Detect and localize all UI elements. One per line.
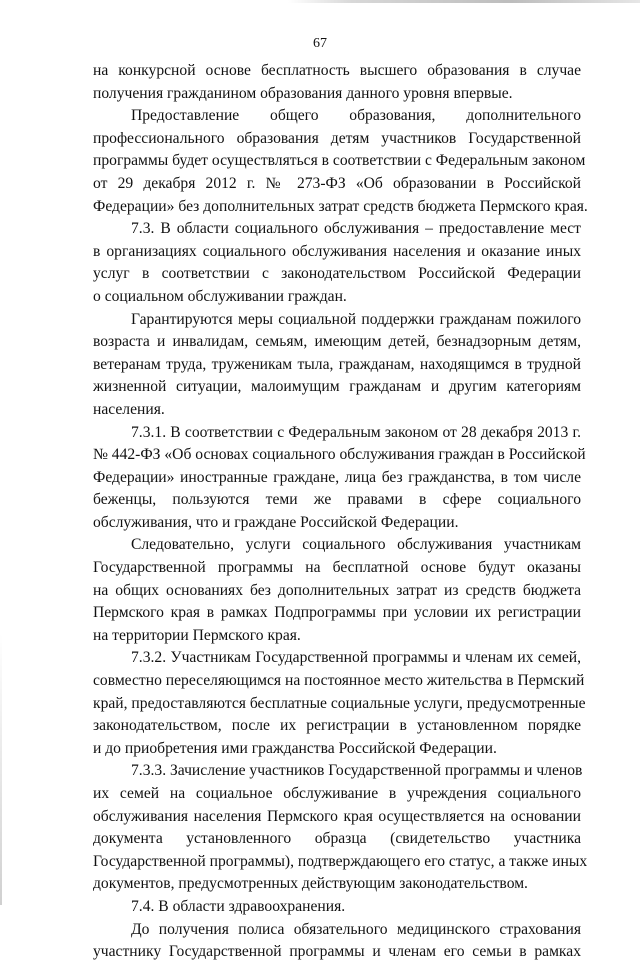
text-line: и до приобретения ими гражданства Российской Федерации. xyxy=(93,739,497,757)
text-line: законодательством, после их регистрации в установленном порядке xyxy=(93,717,581,735)
text-line: обслуживания населения Пермского края осуществляется на основании xyxy=(93,807,581,825)
text-line: возраста и инвалидам, семьям, имеющим детей, безнадзорным детям, xyxy=(93,333,581,351)
text-line: участнику Государственной программы и членам его семьи в рамках xyxy=(93,943,581,961)
text-line: Гарантируются меры социальной поддержки гражданам пожилого xyxy=(131,310,581,328)
text-line: от 29 декабря 2012 г. № 273-ФЗ «Об образовании в Российской xyxy=(93,174,581,192)
text-line: Предоставление общего образования, дополнительного xyxy=(131,107,581,125)
text-line: на общих основаниях без дополнительных затрат из средств бюджета xyxy=(93,581,581,599)
text-line: 7.3.2. Участникам Государственной программы и членам их семей, xyxy=(131,649,581,667)
body-text xyxy=(93,60,588,964)
text-line: документов, предусмотренных действующим законодательством. xyxy=(93,875,528,893)
scan-edge-left xyxy=(0,0,2,905)
text-line: их семей на социальное обслуживание в учреждения социального xyxy=(93,785,581,802)
text-line: 7.3.3. Зачисление участников Государственной программы и членов xyxy=(131,762,583,780)
text-line: о социальном обслуживании граждан. xyxy=(93,287,347,305)
text-line: обслуживания, что и граждане Российской Федерации. xyxy=(93,513,459,531)
text-line: 7.3. В области социального обслуживания – предоставление мест xyxy=(131,220,581,238)
text-line: профессионального образования детям участников Государственной xyxy=(93,129,581,147)
text-line: услуг в соответствии с законодательством Российской Федерации xyxy=(93,265,581,283)
text-line: Пермского края в рамках Подпрограммы при условии их регистрации xyxy=(93,604,581,622)
text-line: программы будет осуществляться в соответствии с Федеральным законом xyxy=(93,152,586,170)
text-line: До получения полиса обязательного медицинского страхования xyxy=(131,920,581,938)
text-line: получения гражданином образования данного уровня впервые. xyxy=(93,84,513,102)
text-line: Федерации» без дополнительных затрат средств бюджета Пермского края. xyxy=(93,197,588,215)
text-line: Федерации» иностранные граждане, лица без гражданства, в том числе xyxy=(93,468,581,486)
text-line: документа установленного образца (свидетельство участника xyxy=(93,830,581,848)
text-line: край, предоставляются бесплатные социальные услуги, предусмотренные xyxy=(93,694,586,712)
scan-edge-top xyxy=(0,0,640,3)
text-line: Государственной программы на бесплатной основе будут оказаны xyxy=(93,559,581,577)
text-line: № 442-ФЗ «Об основах социального обслуживания граждан в Российской xyxy=(93,446,586,464)
text-line: ветеранам труда, труженикам тыла, гражданам, находящимся в трудной xyxy=(93,355,581,373)
text-line: на территории Пермского края. xyxy=(93,626,301,644)
text-line: жизненной ситуации, малоимущим гражданам и другим категориям xyxy=(93,378,581,396)
text-line: 7.4. В области здравоохранения. xyxy=(131,897,346,915)
text-line: Государственной программы), подтверждающего его статус, а также иных xyxy=(93,852,588,870)
text-line: населения. xyxy=(93,400,165,418)
text-line: 7.3.1. В соответствии с Федеральным законом от 28 декабря 2013 г. xyxy=(131,423,581,441)
text-line: в организациях социального обслуживания населения и оказание иных xyxy=(93,242,581,260)
text-line: беженцы, пользуются теми же правами в сфере социального xyxy=(93,491,581,509)
page-number: 67 xyxy=(313,36,327,51)
text-line: Следовательно, услуги социального обслуживания участникам xyxy=(131,536,581,554)
text-line: на конкурсной основе бесплатность высшего образования в случае xyxy=(93,62,581,79)
text-line: совместно переселяющимся на постоянное место жительства в Пермский xyxy=(93,672,585,690)
